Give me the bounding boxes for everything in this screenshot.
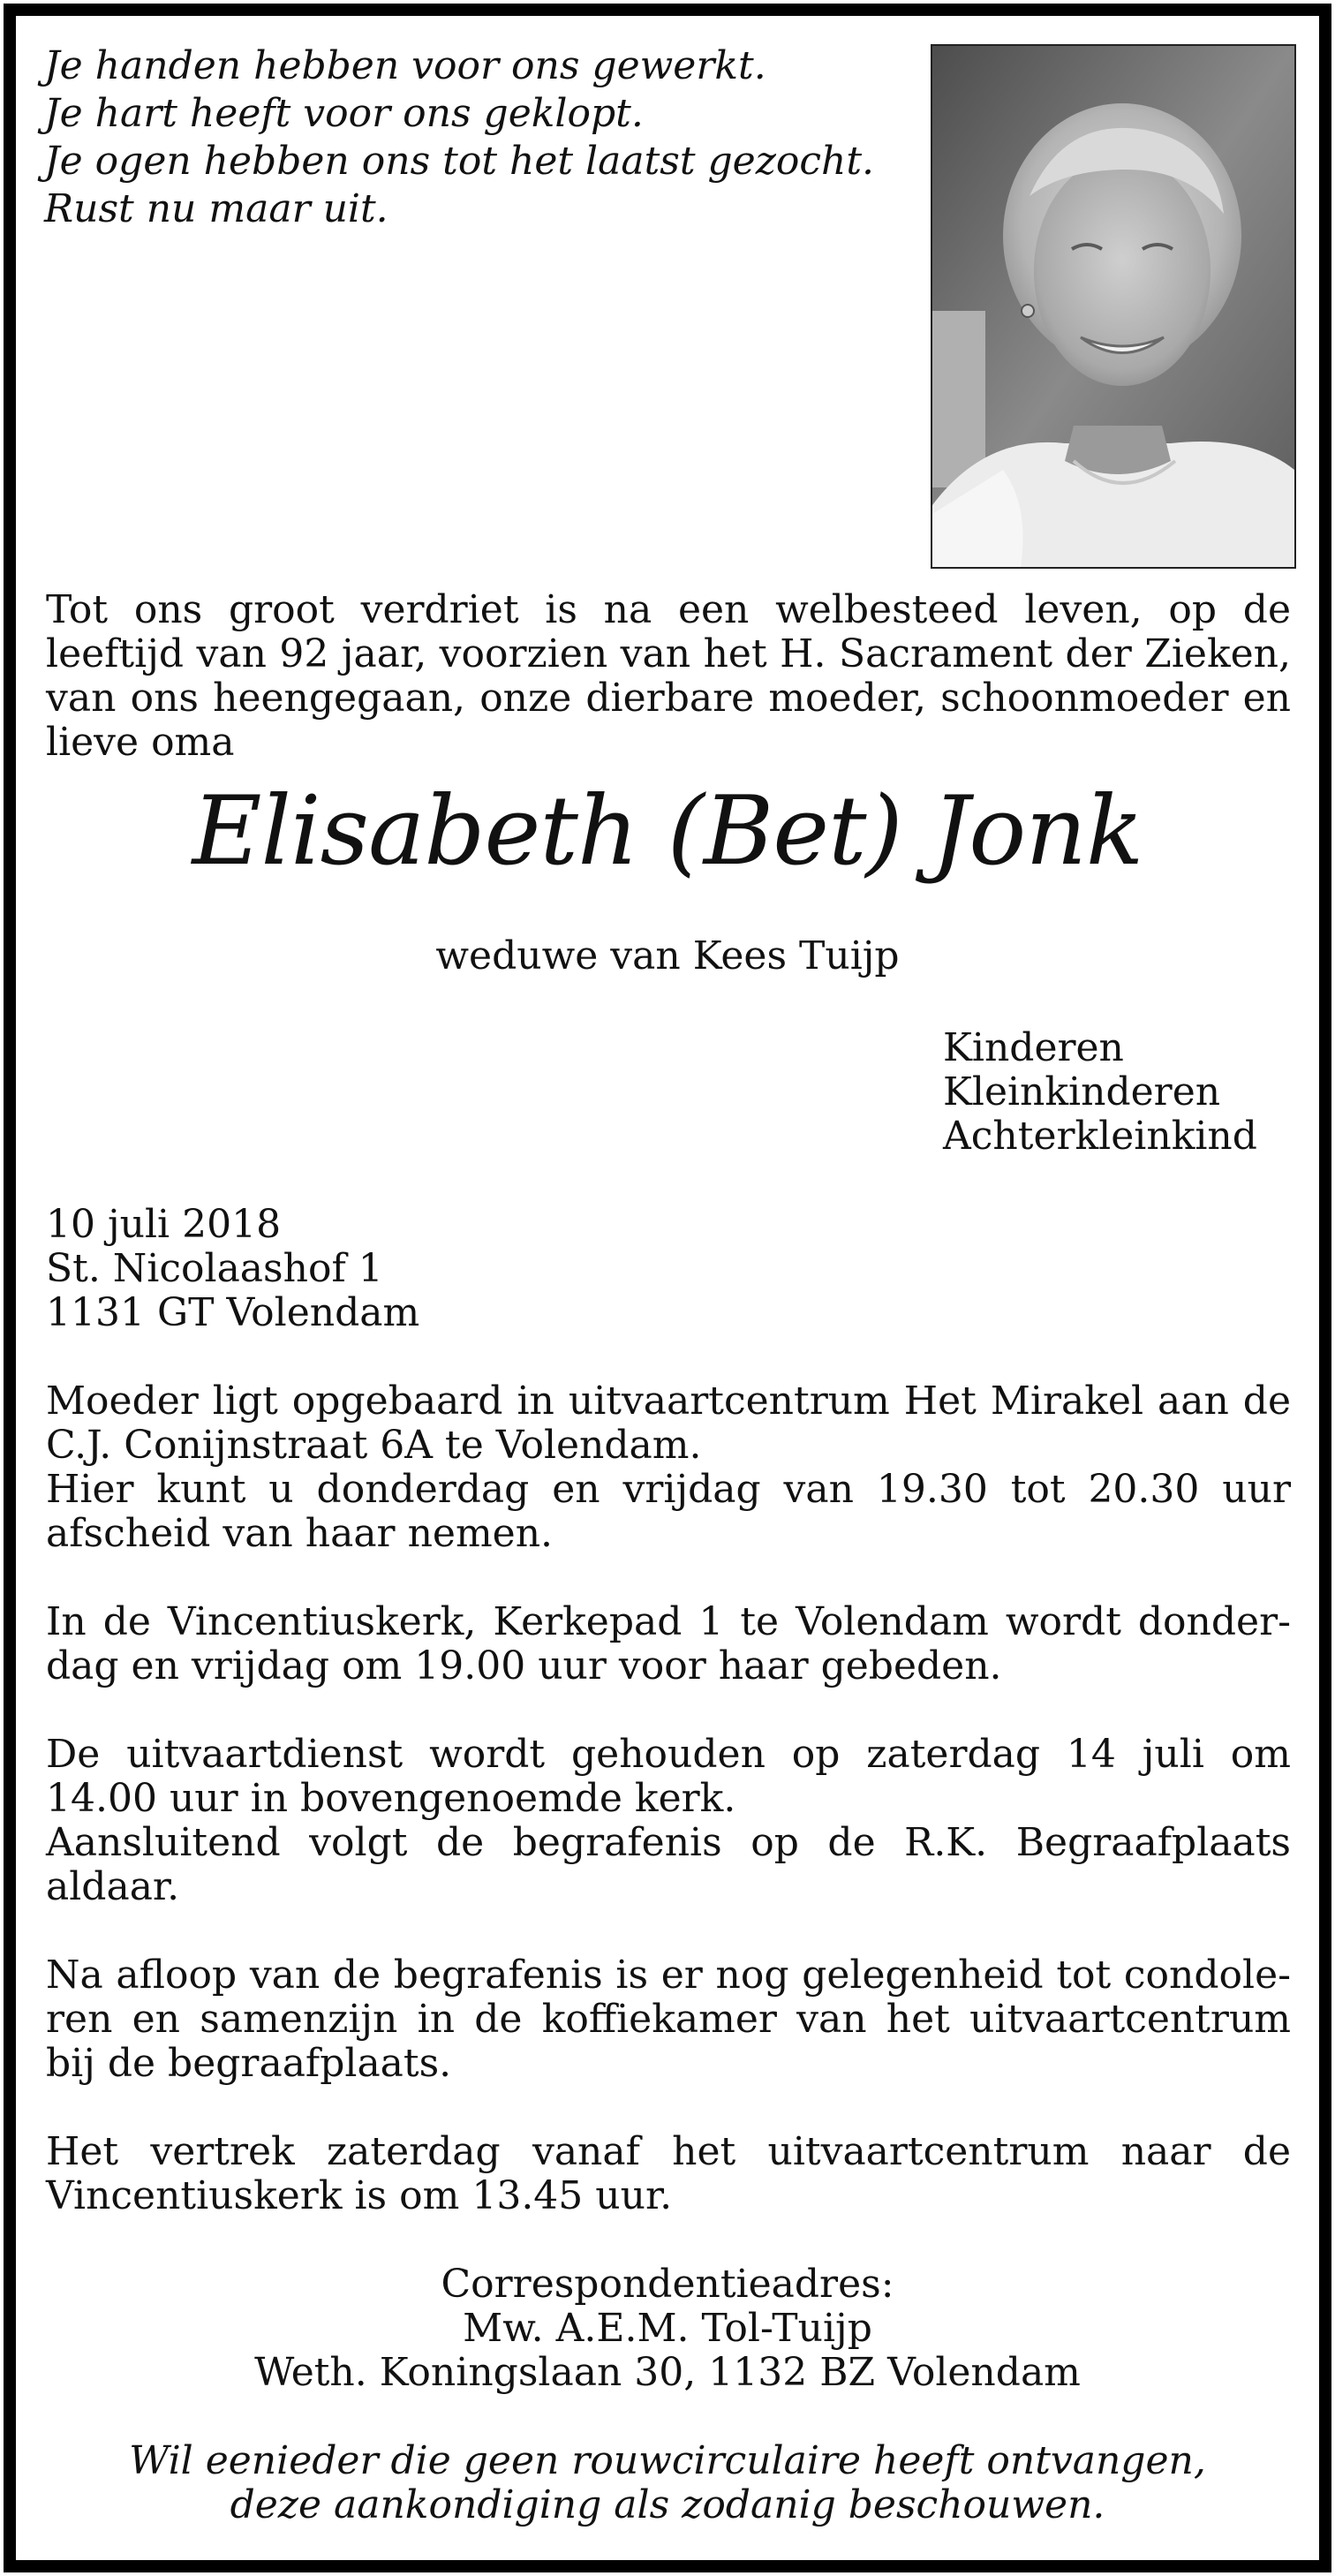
departure-paragraph [46, 2130, 1291, 2218]
paragraph-line: Hier kunt u donderdag en vrijdag van 19.30 tot 20.30 uur afscheid van haar nemen. [46, 1467, 1291, 1556]
paragraph-line: Aansluitend volgt de begrafenis op de R.K. Begraafplaats aldaar. [46, 1820, 1291, 1909]
postal-address: 1131 GT Volendam [46, 1290, 420, 1335]
family-line: Kleinkinderen [943, 1069, 1221, 1114]
condolence-paragraph [46, 1953, 1291, 2086]
family-line: Achterkleinkind [943, 1114, 1257, 1159]
poem-line: Rust nu maar uit. [44, 186, 388, 231]
correspondence-name: Mw. A.E.M. Tol-Tuijp [463, 2306, 872, 2351]
poem-line: Je ogen hebben ons tot het laatst gezocht. [44, 139, 875, 184]
poem-line: Je hart heeft voor ons geklopt. [44, 91, 644, 136]
announcement-intro: Tot ons groot verdriet is na een welbesteed leven, op de leeftijd van 92 jaar, voorzien van het H. Sacrament der Zieken, van ons heengegaan, onze dierbare moeder, schoonmoeder en lieve oma [46, 587, 1291, 765]
family-line: Kinderen [943, 1025, 1124, 1070]
family-signatories [943, 1026, 1257, 1159]
poem-line: Je handen hebben voor ons gewerkt. [44, 43, 766, 88]
closing-note [0, 2439, 1335, 2527]
viewing-paragraph [46, 1379, 1291, 1556]
correspondence-label: Correspondentieadres: [441, 2262, 894, 2307]
paragraph-line: Na afloop van de begrafenis is er nog gelegenheid tot condoleren en samenzijn in de koffiekamer van het uitvaartcentrum bij de begraafplaats. [46, 1953, 1291, 2086]
notice-date: 10 juli 2018 [46, 1202, 282, 1247]
prayer-paragraph [46, 1600, 1291, 1688]
paragraph-line: Het vertrek zaterdag vanaf het uitvaartcentrum naar de Vincentiuskerk is om 13.45 uur. [46, 2129, 1291, 2218]
portrait-image [932, 46, 1294, 567]
paragraph-line: De uitvaartdienst wordt gehouden op zaterdag 14 juli om 14.00 uur in bovengenoemde kerk. [46, 1732, 1291, 1821]
deceased-name: Elisabeth (Bet) Jonk [192, 776, 1143, 887]
date-and-address [46, 1203, 419, 1335]
paragraph-line: Moeder ligt opgebaard in uitvaartcentrum Het Mirakel aan de C.J. Conijnstraat 6A te Volendam. [46, 1379, 1291, 1468]
paragraph-line: In de Vincentiuskerk, Kerkepad 1 te Volendam wordt donderdag en vrijdag om 19.00 uur voor haar gebeden. [46, 1599, 1291, 1688]
closing-line: deze aankondiging als zodanig beschouwen. [230, 2482, 1105, 2527]
widow-line: weduwe van Kees Tuijp [435, 933, 900, 978]
correspondence-address [0, 2262, 1335, 2395]
closing-line: Wil eenieder die geen rouwcirculaire heeft ontvangen, [129, 2438, 1206, 2483]
portrait-photo [931, 44, 1296, 569]
street-address: St. Nicolaashof 1 [46, 1246, 383, 1291]
funeral-service-paragraph [46, 1733, 1291, 1909]
poem [44, 42, 909, 233]
correspondence-street: Weth. Koningslaan 30, 1132 BZ Volendam [254, 2350, 1081, 2395]
